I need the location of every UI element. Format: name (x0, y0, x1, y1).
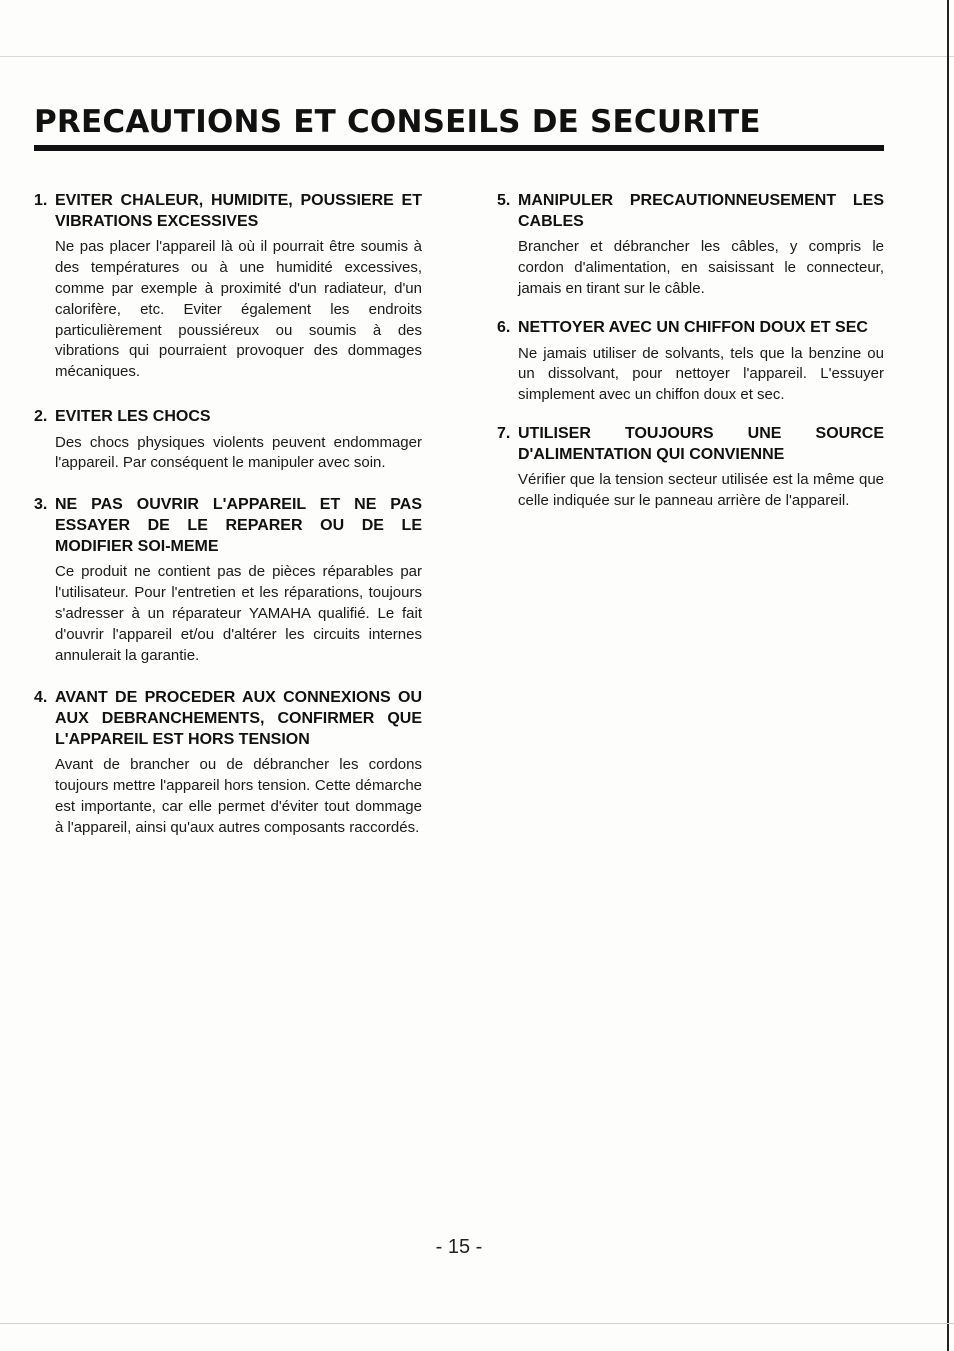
section-2 (34, 407, 422, 474)
page-number: - 15 - (435, 1236, 483, 1258)
section-6 (497, 318, 884, 406)
section-heading-text: MANIPULER PRECAUTIONNEUSEMENT LES CABLES (518, 192, 884, 230)
section-heading-text: NETTOYER AVEC UN CHIFFON DOUX ET SEC (518, 318, 868, 336)
section-heading-text: EVITER CHALEUR, HUMIDITE, POUSSIERE ET VIBRATIONS EXCESSIVES (55, 192, 422, 230)
section-number: 4. (34, 689, 48, 707)
left-column (34, 191, 422, 839)
title-rule (34, 145, 884, 151)
section-heading (34, 191, 422, 232)
scan-edge-top (0, 56, 954, 57)
section-4 (34, 688, 422, 838)
right-column (497, 191, 884, 512)
section-1 (34, 191, 422, 383)
section-7 (497, 424, 884, 512)
section-heading-text: AVANT DE PROCEDER AUX CONNEXIONS OU AUX DEBRANCHEMENTS, CONFIRMER QUE L'APPAREIL EST HORS TENSION (55, 689, 422, 748)
section-heading (34, 495, 422, 557)
section-body: Vérifier que la tension secteur utilisée est la même que celle indiquée sur le panneau arrière de l'appareil. (518, 471, 884, 510)
section-number: 5. (497, 192, 511, 209)
section-number: 6. (497, 318, 511, 336)
section-heading (34, 688, 422, 750)
section-body: Ce produit ne contient pas de pièces réparables par l'utilisateur. Pour l'entretien et les réparations, toujours s'adresser à un réparateur YAMAHA qualifié. Le fait d'ouvrir l'appareil et/ou d'altérer les circuits internes annulerait la garantie. (55, 563, 422, 664)
section-number: 1. (34, 192, 48, 209)
page-title: PRECAUTIONS ET CONSEILS DE SECURITE (34, 104, 761, 140)
section-body: Avant de brancher ou de débrancher les cordons toujours mettre l'appareil hors tension. Cette démarche est importante, car elle permet d'éviter tout dommage à l'appareil, ainsi qu'aux autres composants raccordés. (55, 756, 422, 836)
section-heading (34, 407, 422, 428)
section-number: 3. (34, 496, 48, 514)
section-number: 7. (497, 424, 511, 442)
section-3 (34, 495, 422, 666)
section-heading (497, 191, 884, 232)
section-body: Des chocs physiques violents peuvent endommager l'appareil. Par conséquent le manipuler avec soin. (55, 433, 422, 472)
scan-edge-bottom (0, 1323, 954, 1324)
section-body: Ne pas placer l'appareil là où il pourrait être soumis à des températures ou à une humidité excessives, comme par exemple à proximité d'un radiateur, d'un calorifère, etc. Eviter également les endroits particulièrement poussiéreux ou soumis à des vibrations qui pourraient provoquer des dommages mécaniques. (55, 238, 422, 381)
section-heading-text: NE PAS OUVRIR L'APPAREIL ET NE PAS ESSAYER DE LE REPARER OU DE LE MODIFIER SOI-MEME (55, 496, 422, 555)
section-body: Brancher et débrancher les câbles, y compris le cordon d'alimentation, en saisissant le connecteur, jamais en tirant sur le câble. (518, 238, 884, 297)
section-number: 2. (34, 407, 48, 425)
section-heading-text: EVITER LES CHOCS (55, 407, 211, 425)
section-heading (497, 424, 884, 465)
section-5 (497, 191, 884, 300)
scan-edge-right (947, 0, 949, 1351)
section-heading-text: UTILISER TOUJOURS UNE SOURCE D'ALIMENTATION QUI CONVIENNE (518, 424, 884, 463)
section-heading (497, 318, 884, 339)
section-body: Ne jamais utiliser de solvants, tels que la benzine ou un dissolvant, pour nettoyer l'appareil. L'essuyer simplement avec un chiffon doux et sec. (518, 344, 884, 404)
